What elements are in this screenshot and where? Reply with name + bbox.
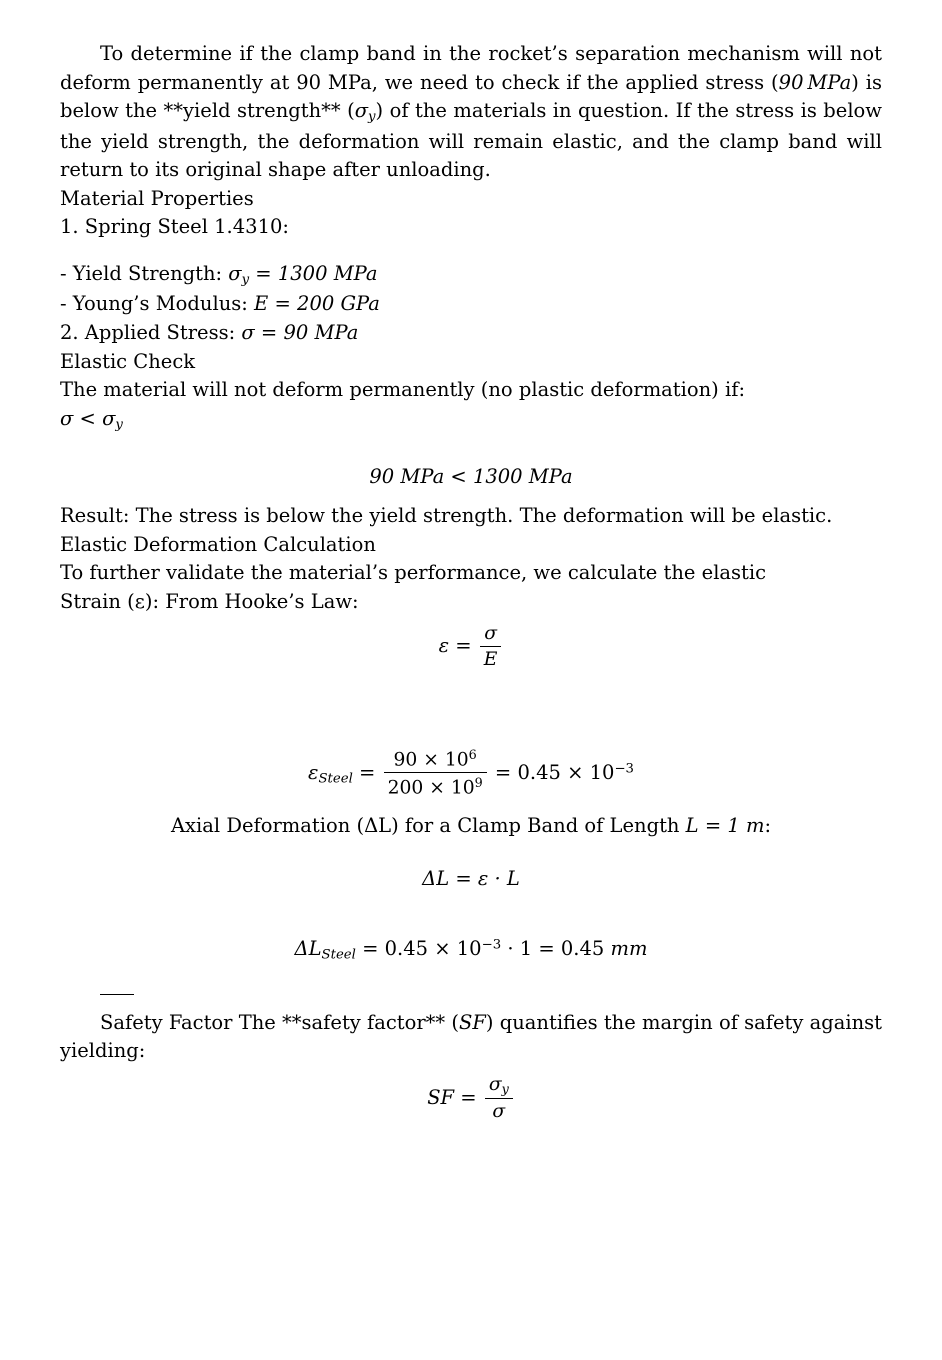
strain-steel-relation-2: = (494, 760, 512, 784)
strain-steel-result-base: 0.45 × 10 (517, 760, 615, 784)
strain-steel-subscript: Steel (318, 771, 353, 787)
applied-stress-unit: MPa (314, 321, 359, 344)
intro-paragraph: To determine if the clamp band in the rocket’s separation mechanism will not deform permanently at 90 MPa, we need to check if the applied stress (90 MPa) is below the **yield strength** $(\sigma_y)$ of the materials in question. If the stress is below the yield strength, the deformation will remain elastic, and the clamp band will return to its original shape after unloading. (60, 42, 882, 182)
elastic-check-equation: 90 MPa < 1300 MPa (369, 465, 573, 489)
axial-line-text: Axial Deformation (ΔL) for a Clamp Band of Length (170, 813, 680, 837)
delta-steel-value (385, 937, 502, 960)
strain-steel-lhs: ε (308, 760, 319, 784)
youngs-modulus-value: 200 (297, 292, 335, 316)
strain-steel-denominator-exponent: 9 (474, 775, 483, 791)
strain-steel-numerator (384, 747, 487, 773)
delta-steel-subscript: Steel (321, 947, 356, 963)
sf-relation: = (460, 1085, 477, 1109)
strain-steel-denominator-base: 200 × 10 (387, 777, 475, 799)
elastic-check-heading: Elastic Check (60, 349, 196, 373)
yield-strength-subscript: y (241, 272, 250, 288)
strain-steel-relation-1: = (359, 760, 376, 784)
sf-numerator-base: σ (488, 1074, 502, 1096)
condition-left: σ (60, 406, 74, 430)
delta-steel-value-base: 0.45 × 10 (384, 936, 482, 960)
youngs-modulus-relation: = (274, 292, 291, 316)
hooke-relation: = (455, 634, 472, 658)
axial-line-math: L = 1 m (685, 813, 765, 837)
applied-stress-value: 90 (283, 321, 309, 344)
yield-strength-unit: MPa (333, 262, 378, 286)
delta-steel-relation: = (362, 936, 379, 960)
delta-steel-value-exponent: −3 (481, 937, 502, 953)
safety-factor-equation (60, 1074, 882, 1123)
delta-steel-lhs: ΔL (294, 936, 322, 960)
delta-steel-middle: · 1 = (507, 936, 555, 960)
sf-lhs: SF (427, 1085, 455, 1109)
bullet-yield-strength (60, 260, 882, 290)
strain-hooke-line: Strain (ε): From Hooke’s Law: (60, 590, 359, 614)
result-text: Result: The stress is below the yield strength. The deformation will be elastic. (60, 504, 833, 528)
strain-steel-result (517, 761, 634, 784)
item-2-applied-stress (60, 319, 882, 348)
youngs-modulus-label: - Young’s Modulus: (60, 292, 248, 316)
hooke-law-equation (60, 623, 882, 671)
strain-steel-denominator (384, 773, 487, 799)
yield-strength-relation: = (255, 262, 272, 286)
hooke-denominator: E (483, 648, 498, 670)
youngs-modulus-unit: GPa (340, 292, 380, 316)
condition-right: σ (102, 406, 116, 430)
axial-line-colon: : (764, 813, 772, 837)
yield-strength-symbol: σ (228, 262, 242, 286)
elastic-check-text: The material will not deform permanently (no plastic deformation) if: (60, 378, 746, 402)
strain-steel-numerator-base: 90 × 10 (393, 749, 469, 771)
delta-steel-result: 0.45 (560, 936, 605, 960)
bullet-youngs-modulus (60, 290, 882, 319)
condition-relation: < (79, 406, 96, 430)
yield-strength-value: 1300 (277, 262, 328, 286)
deformation-text: To further validate the material’s performance, we calculate the elastic (60, 561, 767, 585)
youngs-modulus-symbol: E (254, 292, 269, 316)
elastic-check-condition (60, 405, 882, 435)
item-1-heading: 1. Spring Steel 1.4310: (60, 215, 289, 239)
safety-factor-paragraph: Safety Factor The **safety factor** (SF) quantifies the margin of safety against yielding: (60, 1010, 883, 1063)
strain-steel-numerator-exponent: 6 (468, 746, 477, 762)
material-properties-heading: Material Properties (60, 186, 254, 210)
sf-numerator-subscript: y (501, 1081, 509, 1097)
hooke-numerator: σ (480, 623, 502, 647)
strain-steel-equation (60, 747, 882, 800)
applied-stress-symbol: σ (241, 321, 255, 344)
deformation-heading: Elastic Deformation Calculation (60, 532, 376, 556)
sf-denominator: σ (492, 1100, 506, 1122)
item-2-heading: 2. Applied Stress: (60, 321, 236, 344)
hooke-lhs: ε (438, 634, 450, 658)
item-1-bullets (60, 260, 882, 319)
delta-l-equation: ΔL = ε · L (422, 866, 520, 890)
axial-deformation-line (60, 814, 882, 837)
condition-right-subscript: y (115, 417, 123, 433)
bullet-yield-strength-label: - Yield Strength: (60, 262, 223, 286)
applied-stress-relation: = (260, 321, 278, 344)
delta-steel-unit: mm (610, 936, 648, 960)
strain-steel-result-exponent: −3 (614, 761, 634, 777)
delta-l-steel-equation (60, 936, 882, 964)
sf-numerator (485, 1074, 513, 1099)
